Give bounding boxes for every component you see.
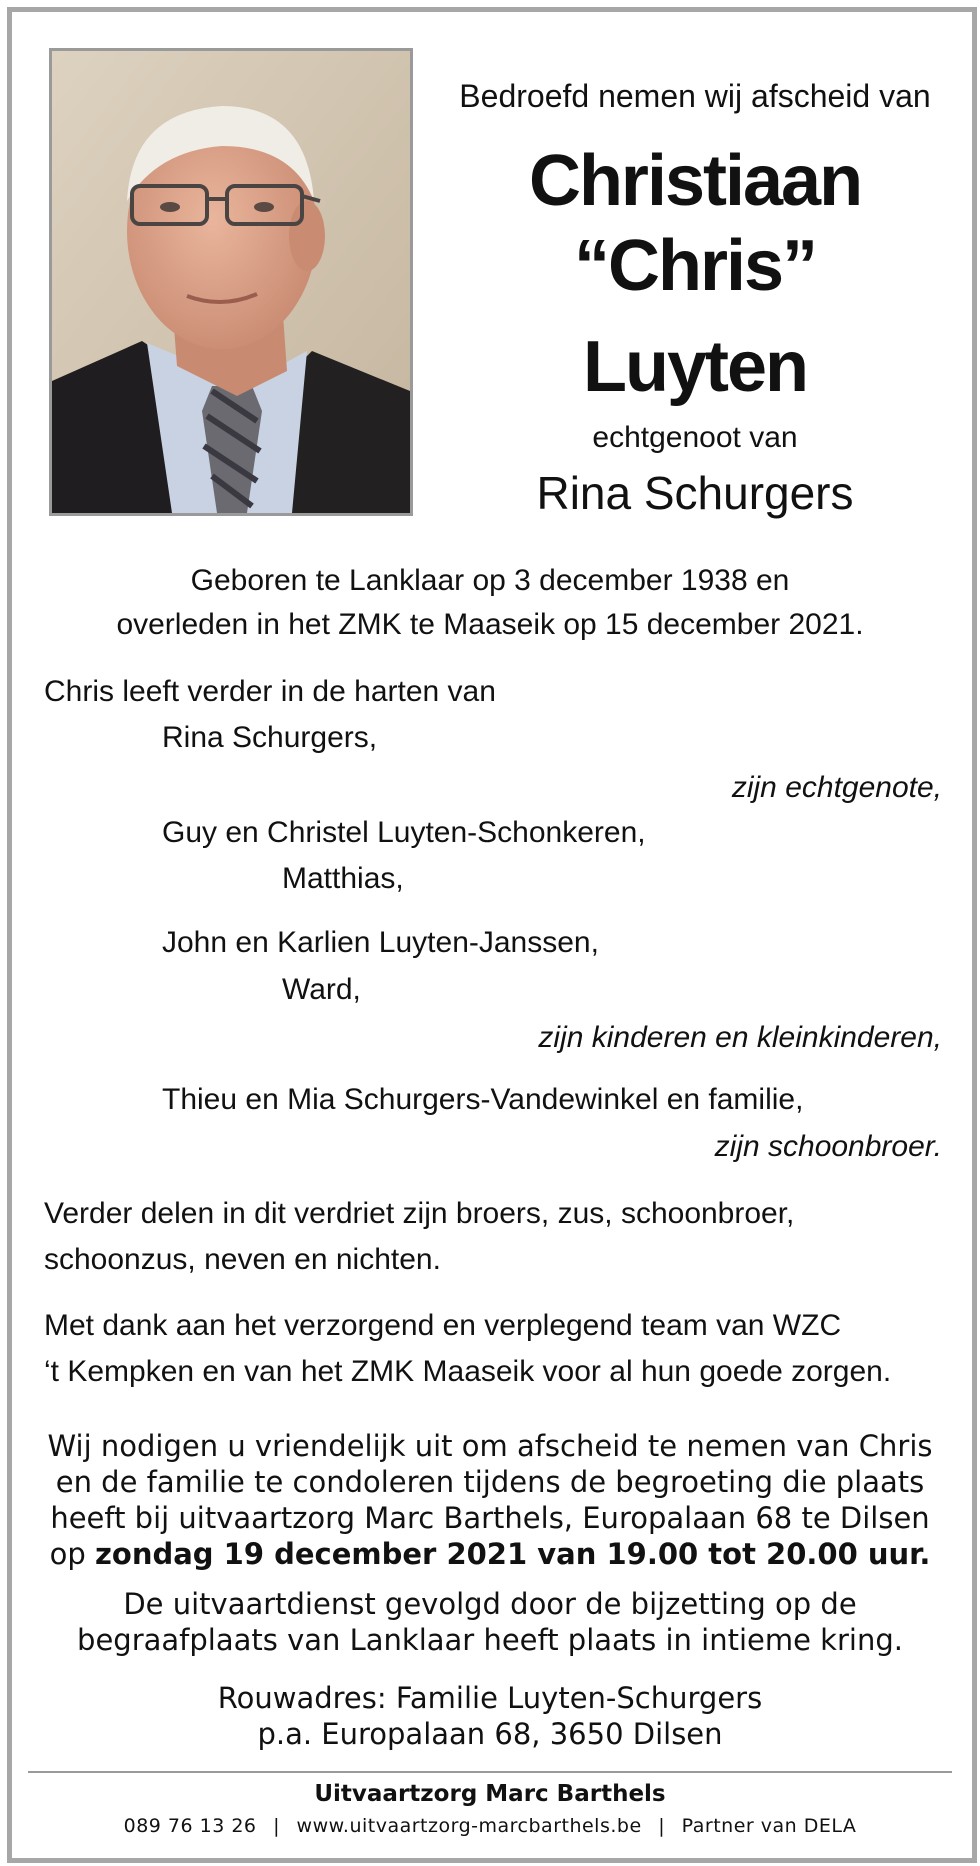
spouse-name: Rina Schurgers	[536, 467, 854, 519]
birth-death-text	[60, 559, 920, 647]
death-line: overleden in het ZMK te Maaseik op 15 december 2021.	[116, 608, 864, 641]
family-inlaw: Thieu en Mia Schurgers-Vandewinkel en familie,	[162, 1083, 804, 1116]
footer-phone: 089 76 13 26	[123, 1815, 257, 1837]
others-line2: schoonzus, neven en nichten.	[44, 1243, 441, 1276]
footer-separator: |	[658, 1815, 666, 1837]
family-grandchild1: Matthias,	[282, 862, 404, 895]
address-line1: Rouwadres: Familie Luyten-Schurgers	[217, 1681, 763, 1715]
family-spouse: Rina Schurgers,	[162, 721, 378, 754]
deceased-first-name: Christiaan	[528, 141, 862, 221]
thanks-line2: ‘t Kempken en van het ZMK Maaseik voor al hun goede zorgen.	[44, 1355, 892, 1388]
invitation-date-prefix: op	[49, 1537, 96, 1571]
invitation-line1: Wij nodigen u vriendelijk uit om afscheid te nemen van Chris	[47, 1429, 933, 1463]
family-children-role: zijn kinderen en kleinkinderen,	[538, 1021, 942, 1054]
address-line2: p.a. Europalaan 68, 3650 Dilsen	[257, 1717, 723, 1751]
address-block	[30, 1680, 950, 1752]
birth-line: Geboren te Lanklaar op 3 december 1938 en	[190, 564, 790, 597]
invitation-line2: en de familie te condoleren tijdens de begroeting die plaats	[55, 1465, 925, 1499]
others-line1: Verder delen in dit verdriet zijn broers, zus, schoonbroer,	[44, 1197, 795, 1230]
footer-company-name: Uitvaartzorg Marc Barthels	[314, 1781, 666, 1807]
family-child2: John en Karlien Luyten-Janssen,	[162, 926, 599, 959]
family-inlaw-role: zijn schoonbroer.	[714, 1130, 942, 1163]
portrait-illustration	[52, 51, 410, 513]
family-intro: Chris leeft verder in de harten van	[44, 675, 496, 708]
invitation-line3: heeft bij uitvaartzorg Marc Barthels, Europalaan 68 te Dilsen	[50, 1501, 930, 1535]
footer-partner: Partner van DELA	[681, 1815, 857, 1837]
thanks-line1: Met dank aan het verzorgend en verplegend team van WZC	[44, 1309, 842, 1342]
invitation-block	[30, 1428, 950, 1572]
footer-separator: |	[273, 1815, 280, 1837]
family-child1: Guy en Christel Luyten-Schonkeren,	[162, 816, 646, 849]
intro-text: Bedroefd nemen wij afscheid van	[459, 78, 931, 114]
service-block	[30, 1586, 950, 1658]
spouse-label: echtgenoot van	[592, 421, 798, 454]
footer-divider	[28, 1771, 952, 1773]
service-line2: begraafplaats van Lanklaar heeft plaats in intieme kring.	[77, 1623, 903, 1657]
family-spouse-role: zijn echtgenote,	[731, 771, 942, 804]
family-grandchild2: Ward,	[282, 973, 361, 1006]
invitation-line4	[30, 1536, 950, 1572]
portrait-photo	[49, 48, 413, 516]
service-line1: De uitvaartdienst gevolgd door de bijzetting op de	[123, 1587, 857, 1621]
deceased-last-name: Luyten	[582, 327, 807, 407]
deceased-nickname: “Chris”	[573, 226, 817, 306]
footer-contact-line	[30, 1813, 950, 1839]
footer-website-link[interactable]: www.uitvaartzorg-marcbarthels.be	[296, 1815, 642, 1837]
invitation-date: zondag 19 december 2021 van 19.00 tot 20.00 uur.	[95, 1537, 931, 1571]
